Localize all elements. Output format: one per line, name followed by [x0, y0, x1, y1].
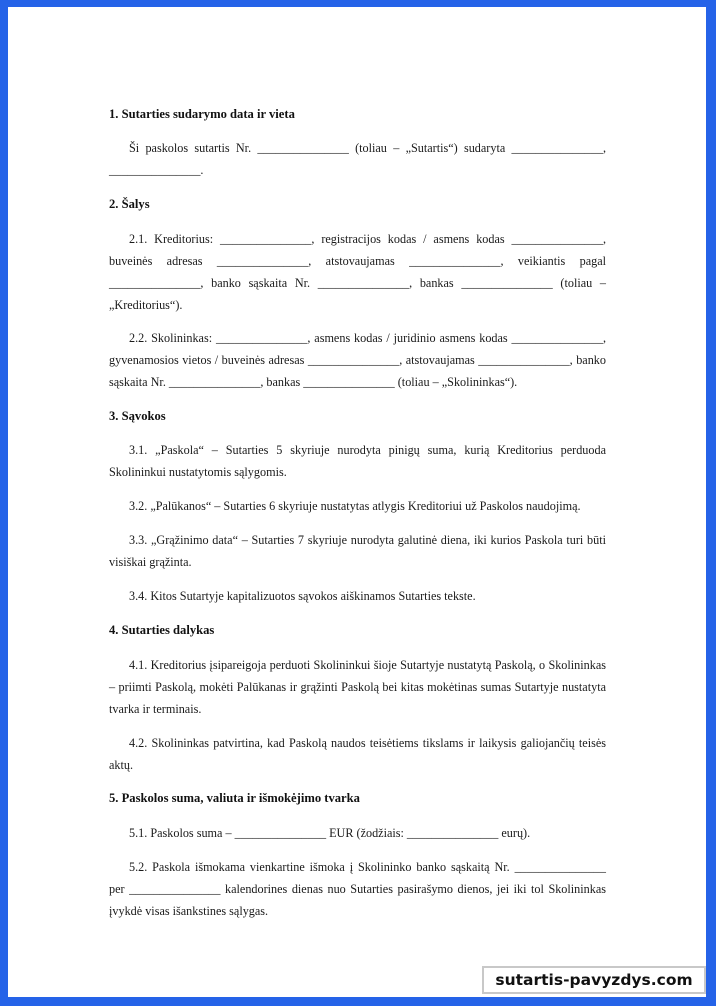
paragraph-line: – priimti Paskolą, mokėti Palūkanas ir grąžinti Paskolą bei kitas mokėtinas sumas Sutartyje nustatyta: [109, 680, 606, 694]
paragraph-line: aktų.: [109, 758, 134, 772]
paragraph-line: buveinės adresas _______________, atstovaujamas _______________, veikiantis pagal: [109, 254, 606, 268]
paragraph-line: 2.1. Kreditorius: _______________, registracijos kodas / asmens kodas _______________,: [129, 232, 606, 246]
paragraph-line: 3.3. „Grąžinimo data“ – Sutarties 7 skyriuje nurodyta galutinė diena, iki kurios Paskola turi būti: [129, 533, 606, 547]
section-heading: 3. Sąvokos: [109, 409, 166, 423]
paragraph-line: Ši paskolos sutartis Nr. _______________ (toliau – „Sutartis“) sudaryta _______________,: [129, 141, 606, 155]
section-heading: 4. Sutarties dalykas: [109, 623, 215, 637]
paragraph-line: 3.2. „Palūkanos“ – Sutarties 6 skyriuje nustatytas atlygis Kreditoriui už Paskolos naudojimą.: [129, 499, 581, 513]
paragraph-line: sąskaita Nr. _______________, bankas _______________ (toliau – „Skolininkas“).: [109, 375, 518, 389]
paragraph-line: 3.1. „Paskola“ – Sutarties 5 skyriuje nurodyta pinigų suma, kurią Kreditorius perduoda: [129, 443, 606, 457]
document-page: [8, 7, 706, 997]
paragraph-line: 5.2. Paskola išmokama vienkartine išmoka į Skolininko banko sąskaitą Nr. _______________: [129, 860, 606, 874]
paragraph-line: per _______________ kalendorines dienas nuo Sutarties pasirašymo dienos, jei iki tol Skolininkas: [109, 882, 606, 896]
paragraph-line: _______________, banko sąskaita Nr. _______________, bankas _______________ (toliau –: [109, 276, 606, 290]
paragraph-line: 4.1. Kreditorius įsipareigoja perduoti Skolininkui šioje Sutartyje nustatytą Paskolą, o Skolininkas: [129, 658, 606, 672]
section-heading: 2. Šalys: [109, 197, 150, 211]
section-heading: 1. Sutarties sudarymo data ir vieta: [109, 107, 295, 121]
paragraph-line: 3.4. Kitos Sutartyje kapitalizuotos sąvokos aiškinamos Sutarties tekste.: [129, 589, 476, 603]
paragraph-line: Skolininkui nustatytomis sąlygomis.: [109, 465, 287, 479]
paragraph-line: 4.2. Skolininkas patvirtina, kad Paskolą naudos teisėtiems tikslams ir laikysis galiojančių teisės: [129, 736, 606, 750]
paragraph-line: gyvenamosios vietos / buveinės adresas _______________, atstovaujamas _______________, banko: [109, 353, 606, 367]
paragraph-line: _______________.: [109, 163, 204, 177]
watermark-badge: sutartis-pavyzdys.com: [482, 966, 706, 994]
section-heading: 5. Paskolos suma, valiuta ir išmokėjimo tvarka: [109, 791, 360, 805]
paragraph-line: „Kreditorius“).: [109, 298, 183, 312]
paragraph-line: įvykdė visas išankstines sąlygas.: [109, 904, 269, 918]
paragraph-line: tvarka ir terminais.: [109, 702, 202, 716]
paragraph-line: 5.1. Paskolos suma – _______________ EUR (žodžiais: _______________ eurų).: [129, 826, 531, 840]
paragraph-line: 2.2. Skolininkas: _______________, asmens kodas / juridinio asmens kodas _______________,: [129, 331, 606, 345]
paragraph-line: visiškai grąžinta.: [109, 555, 192, 569]
